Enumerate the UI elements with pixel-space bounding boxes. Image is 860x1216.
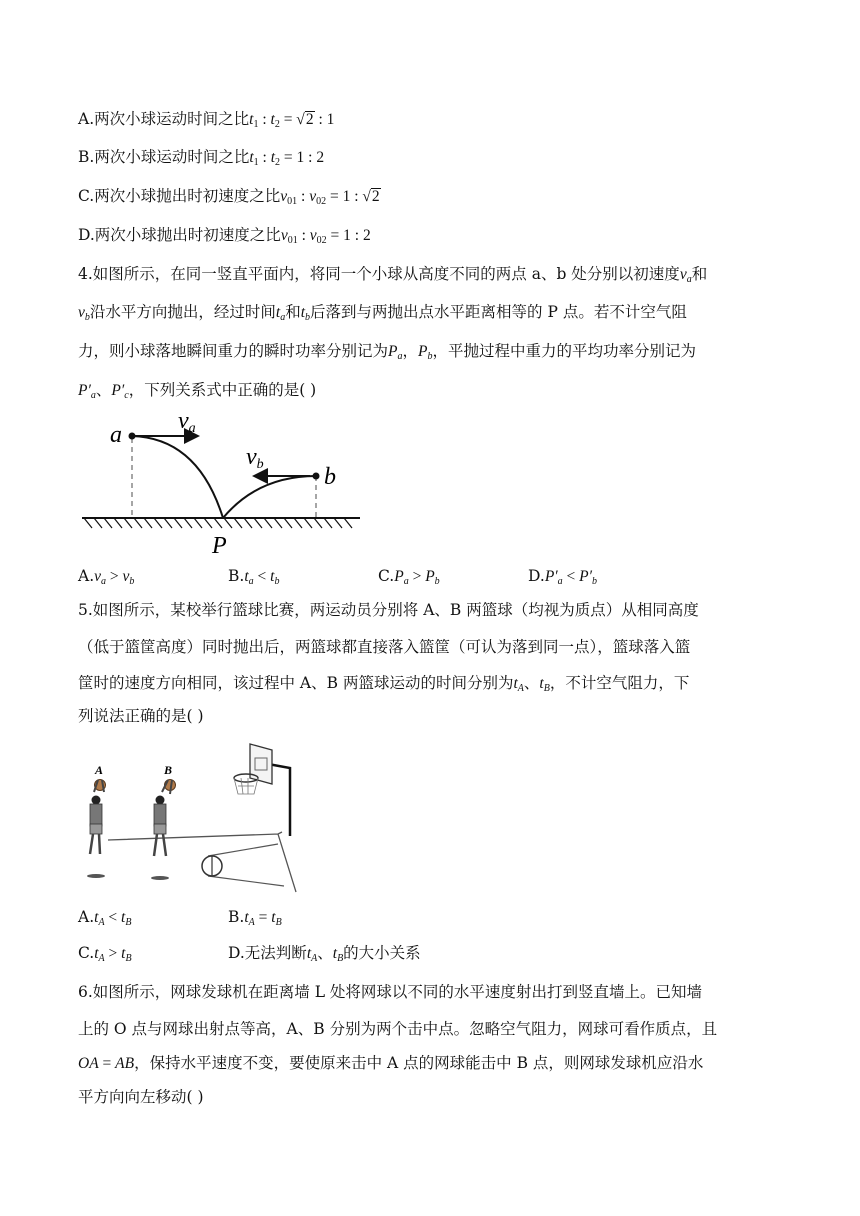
q4-option-a: $A.v_a > v_b$ xyxy=(78,567,135,587)
q5-line-1: 5.如图所示，某校举行篮球比赛，两运动员分别将 A、B 两篮球（均视为质点）从相同高度 xyxy=(78,601,699,619)
backboard xyxy=(250,744,272,784)
q5-option-d: D.无法判断$t_A$、$t_B$的大小关系 xyxy=(228,944,421,964)
q5-line-4: 列说法正确的是( ) xyxy=(78,707,204,725)
trajectory-b xyxy=(223,476,316,518)
court-lines xyxy=(108,832,296,892)
label-b: b xyxy=(324,464,336,490)
q4-line-3: 力，则小球落地瞬间重力的瞬时功率分别记为$P_a$，$P_b$，平抛过程中重力的平均功率分别记为 xyxy=(78,342,696,362)
label-a: a xyxy=(110,422,122,448)
q5-option-b: $B.t_A = t_B$ xyxy=(228,908,282,928)
q3-option-c: C.两次小球抛出时初速度之比$v_{01}$ : $v_{02} = 1$ : √2 xyxy=(78,187,380,207)
q4-line-1: 4.如图所示，在同一竖直平面内，将同一个小球从高度不同的两点 a、b 处分别以初速度$v_a$和 xyxy=(78,265,708,285)
q4-projectile-figure xyxy=(78,404,368,560)
label-va: va xyxy=(178,408,196,436)
q4-line-2: $v_b$沿水平方向抛出，经过时间$t_a$和$t_b$后落到与两抛出点水平距离相等的 P 点。若不计空气阻 xyxy=(78,303,687,323)
q6-line-2: 上的 O 点与网球出射点等高，A、B 分别为两个击中点。忽略空气阻力，网球可看作质点，且 xyxy=(78,1020,718,1038)
q5-basketball-figure xyxy=(78,736,318,900)
trajectory-a xyxy=(132,436,223,518)
q6-line-4: 平方向向左移动( ) xyxy=(78,1088,204,1106)
q4-line-4: $P'_a$、$P'_c$，下列关系式中正确的是( ) xyxy=(78,381,317,401)
ground-hatching xyxy=(84,518,352,528)
q5-line-2: （低于篮筐高度）同时抛出后，两篮球都直接落入篮筐（可认为落到同一点），篮球落入篮 xyxy=(78,638,691,656)
q5-option-c: $C.t_A > t_B$ xyxy=(78,944,132,964)
q4-option-c: $C.P_a > P_b$ xyxy=(378,567,440,587)
q6-line-1: 6.如图所示，网球发球机在距离墙 L 处将网球以不同的水平速度射出打到竖直墙上。已知墙 xyxy=(78,983,702,1001)
point-b xyxy=(313,473,320,480)
label-vb: vb xyxy=(246,444,264,472)
q5-line-3: 筐时的速度方向相同，该过程中 A、B 两篮球运动的时间分别为$t_A$、$t_B$，不计空气阻力，下 xyxy=(78,674,690,694)
q6-line-3: OA = AB，保持水平速度不变，要使原来击中 A 点的网球能击中 B 点，则网球发球机应沿水 xyxy=(78,1054,704,1072)
label-B: B xyxy=(164,763,173,777)
q3-option-d: D.两次小球抛出时初速度之比$v_{01}$ : $v_{02} = 1$ : 2 xyxy=(78,226,371,246)
player-a xyxy=(87,780,106,879)
q3-option-a: A.两次小球运动时间之比$t_1$ : $t_2 = √2$ : 1 xyxy=(78,110,335,130)
q5-option-a: $A.t_A < t_B$ xyxy=(78,908,132,928)
label-P: P xyxy=(212,533,227,559)
q4-option-b: $B.t_a < t_b$ xyxy=(228,567,280,587)
label-A: A xyxy=(95,763,104,777)
player-b xyxy=(151,780,176,881)
key-area xyxy=(208,844,284,886)
q4-option-d: $D.P'_a < P'_b$ xyxy=(528,567,598,587)
q3-option-b: B.两次小球运动时间之比$t_1$ : $t_2 = 1$ : 2 xyxy=(78,148,325,168)
